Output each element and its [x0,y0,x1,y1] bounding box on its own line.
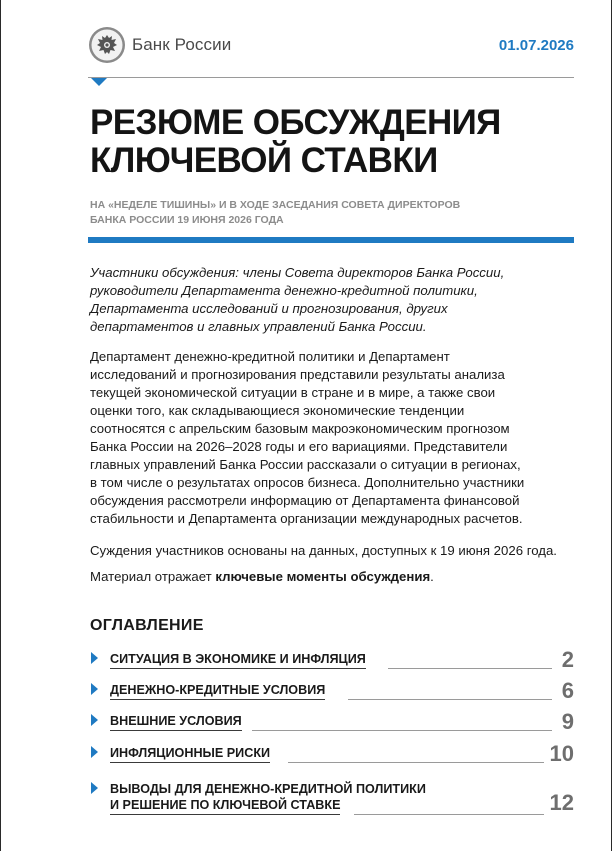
main-paragraph-line: стабильности и Департамента организации международных расчетов. [90,511,523,526]
toc-item-inflation-risks[interactable] [90,742,574,766]
title-line-1: РЕЗЮМЕ ОБСУЖДЕНИЯ [90,103,501,142]
toc-heading: ОГЛАВЛЕНИЕ [90,617,204,634]
toc-page-number[interactable]: 12 [549,790,574,815]
toc-item-monetary-conditions[interactable] [90,679,574,703]
participants-line: Департамента исследований и прогнозирования, других [90,301,448,316]
toc-page-number[interactable]: 2 [561,647,574,672]
triangle-right-icon [91,714,98,726]
material-note-suffix: . [430,569,434,584]
header-divider [88,77,574,78]
toc-item-conclusions[interactable] [90,778,574,818]
material-note-bold: ключевые моменты обсуждения [215,569,431,584]
toc-leader-line [388,668,552,669]
main-paragraph-line: главных управлений Банка России рассказали о ситуации в регионах, [90,457,521,472]
header-pointer-icon [91,78,107,86]
bank-name: Банк России [132,35,232,54]
main-paragraph-line: соотносятся с апрельским базовым макроэкономическим прогнозом [90,421,510,436]
toc-item-economy[interactable] [90,648,574,672]
document-title [90,104,570,180]
eagle-emblem-icon [88,26,126,64]
toc-item-external-conditions[interactable] [90,710,574,734]
data-note: Суждения участников основаны на данных, доступных к 19 июня 2026 года. [90,543,557,558]
participants-paragraph [90,264,574,336]
main-paragraph-line: исследований и прогнозирования представили результаты анализа [90,367,505,382]
toc-leader-line [252,730,552,731]
main-paragraph-line: Департамент денежно-кредитной политики и Департамент [90,349,450,364]
triangle-right-icon [91,652,98,664]
main-paragraph-line: обсуждения рассмотрели информацию от Департамента финансовой [90,493,520,508]
bank-logo [88,26,231,64]
main-paragraph-line: оценки того, как складывающиеся экономические тенденции [90,403,465,418]
toc-item-label-line-2: И РЕШЕНИЕ ПО КЛЮЧЕВОЙ СТАВКЕ [110,797,340,815]
subtitle-line-2: БАНКА РОССИИ 19 ИЮНЯ 2026 ГОДА [90,214,284,226]
toc-page-number[interactable]: 9 [561,709,574,734]
toc-item-label[interactable]: ИНФЛЯЦИОННЫЕ РИСКИ [110,745,270,763]
triangle-right-icon [91,746,98,758]
toc-item-label[interactable]: СИТУАЦИЯ В ЭКОНОМИКЕ И ИНФЛЯЦИЯ [110,651,366,669]
material-note-prefix: Материал отражает [90,569,216,584]
toc-item-label[interactable] [110,781,426,816]
document-date: 01.07.2026 [498,37,574,54]
main-paragraph-line: в том числе о результатах опросов бизнеса. Дополнительно участники [90,475,525,490]
document-header [88,26,574,66]
accent-bar [88,237,574,243]
participants-line: Участники обсуждения: члены Совета директоров Банка России, [90,265,505,280]
toc-item-label-line-1: ВЫВОДЫ ДЛЯ ДЕНЕЖНО-КРЕДИТНОЙ ПОЛИТИКИ [110,782,426,796]
toc-page-number[interactable]: 6 [561,678,574,703]
toc-leader-line [288,762,544,763]
toc-page-number[interactable]: 10 [549,741,574,766]
toc-leader-line [354,814,544,815]
triangle-right-icon [91,683,98,695]
toc-item-label[interactable]: ДЕНЕЖНО-КРЕДИТНЫЕ УСЛОВИЯ [110,682,325,700]
material-note [90,568,574,586]
page-edge-left [0,0,1,851]
main-paragraph [90,348,574,528]
triangle-right-icon [91,782,98,794]
participants-line: департаментов и главных управлений Банка России. [90,319,427,334]
main-paragraph-line: текущей экономической ситуации в стране и в мире, а также свои [90,385,496,400]
document-subtitle [90,198,570,228]
toc-item-label[interactable]: ВНЕШНИЕ УСЛОВИЯ [110,713,242,731]
subtitle-line-1: НА «НЕДЕЛЕ ТИШИНЫ» И В ХОДЕ ЗАСЕДАНИЯ СОВЕТА ДИРЕКТОРОВ [90,199,461,211]
title-line-2: КЛЮЧЕВОЙ СТАВКИ [90,141,438,180]
main-paragraph-line: Банка России на 2026–2028 годы и его вариациями. Представители [90,439,508,454]
toc-leader-line [348,699,552,700]
participants-line: руководители Департамента денежно-кредитной политики, [90,283,478,298]
